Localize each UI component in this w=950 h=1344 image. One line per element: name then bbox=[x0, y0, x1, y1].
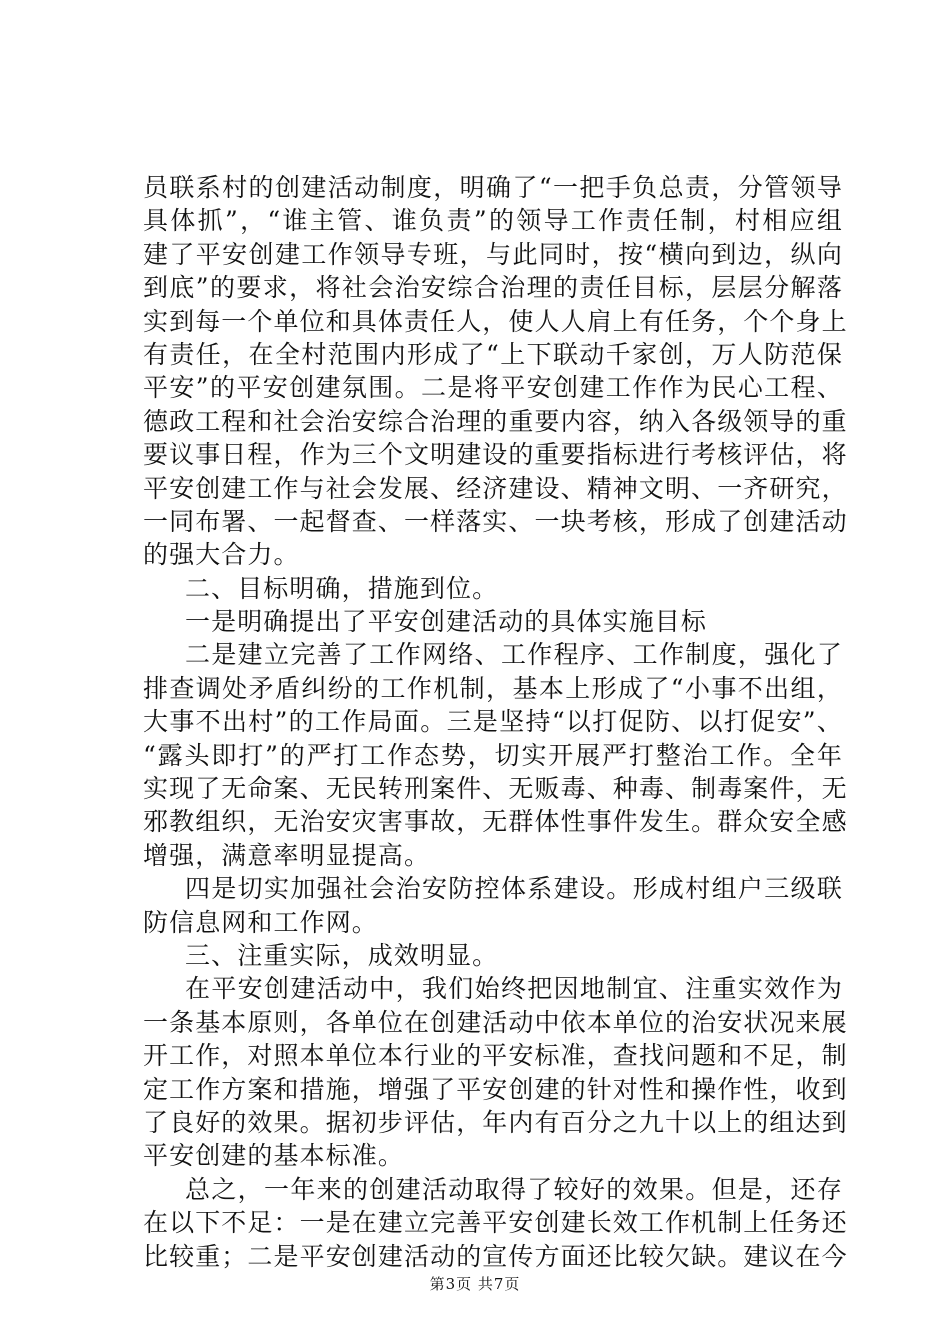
text-line: 开工作，对照本单位本行业的平安标准，查找问题和不足，制 bbox=[143, 1041, 848, 1071]
text-line: 有责任，在全村范围内形成了“上下联动千家创，万人防范保 bbox=[143, 339, 843, 369]
text-line: 平安创建的基本标准。 bbox=[143, 1141, 405, 1171]
text-line: 二是建立完善了工作网络、工作程序、工作制度，强化了 bbox=[185, 640, 843, 670]
text-line: 定工作方案和措施，增强了平安创建的针对性和操作性，收到 bbox=[143, 1074, 848, 1104]
text-line: 一同布署、一起督查、一样落实、一块考核，形成了创建活动 bbox=[143, 506, 848, 536]
text-line: 一是明确提出了平安创建活动的具体实施目标 bbox=[185, 607, 708, 637]
text-line: 到底”的要求，将社会治安综合治理的责任目标，层层分解落 bbox=[143, 273, 843, 303]
text-line: 四是切实加强社会治安防控体系建设。形成村组户三级联 bbox=[185, 874, 843, 904]
text-line: 了良好的效果。据初步评估，年内有百分之九十以上的组达到 bbox=[143, 1107, 848, 1137]
text-line: 排查调处矛盾纠纷的工作机制，基本上形成了“小事不出组， bbox=[143, 673, 843, 703]
text-line: 实到每一个单位和具体责任人，使人人肩上有任务，个个身上 bbox=[143, 306, 848, 336]
text-line: 德政工程和社会治安综合治理的重要内容，纳入各级领导的重 bbox=[143, 406, 848, 436]
text-line: 具体抓”，“谁主管、谁负责”的领导工作责任制，村相应组 bbox=[143, 206, 843, 236]
page-number-footer: 第3页 共7页 bbox=[429, 1275, 521, 1293]
text-line: 在平安创建活动中，我们始终把因地制宜、注重实效作为 bbox=[185, 974, 843, 1004]
text-line: 建了平安创建工作领导专班，与此同时，按“横向到边，纵向 bbox=[143, 239, 843, 269]
document-body bbox=[143, 171, 848, 1273]
text-line: 要议事日程，作为三个文明建设的重要指标进行考核评估，将 bbox=[143, 440, 848, 470]
text-line: 比较重；二是平安创建活动的宣传方面还比较欠缺。建议在今 bbox=[143, 1241, 848, 1271]
text-line: 总之，一年来的创建活动取得了较好的效果。但是，还存 bbox=[185, 1174, 843, 1204]
text-line: 一条基本原则，各单位在创建活动中依本单位的治安状况来展 bbox=[143, 1007, 848, 1037]
text-line: “露头即打”的严打工作态势，切实开展严打整治工作。全年 bbox=[143, 740, 843, 770]
text-line: 的强大合力。 bbox=[143, 540, 300, 570]
text-line: 平安”的平安创建氛围。二是将平安创建工作作为民心工程、 bbox=[143, 373, 843, 403]
text-line: 大事不出村”的工作局面。三是坚持“以打促防、以打促安”、 bbox=[143, 707, 843, 737]
text-line: 平安创建工作与社会发展、经济建设、精神文明、一齐研究， bbox=[143, 473, 848, 503]
text-line: 实现了无命案、无民转刑案件、无贩毒、种毒、制毒案件，无 bbox=[143, 774, 848, 804]
text-line: 增强，满意率明显提高。 bbox=[143, 840, 431, 870]
section-heading: 二、目标明确，措施到位。 bbox=[185, 573, 499, 603]
text-line: 员联系村的创建活动制度，明确了“一把手负总责，分管领导 bbox=[143, 173, 843, 202]
text-line: 邪教组织，无治安灾害事故，无群体性事件发生。群众安全感 bbox=[143, 807, 848, 837]
text-line: 在以下不足：一是在建立完善平安创建长效工作机制上任务还 bbox=[143, 1208, 848, 1238]
text-line: 防信息网和工作网。 bbox=[143, 907, 378, 937]
section-heading: 三、注重实际，成效明显。 bbox=[185, 940, 499, 970]
